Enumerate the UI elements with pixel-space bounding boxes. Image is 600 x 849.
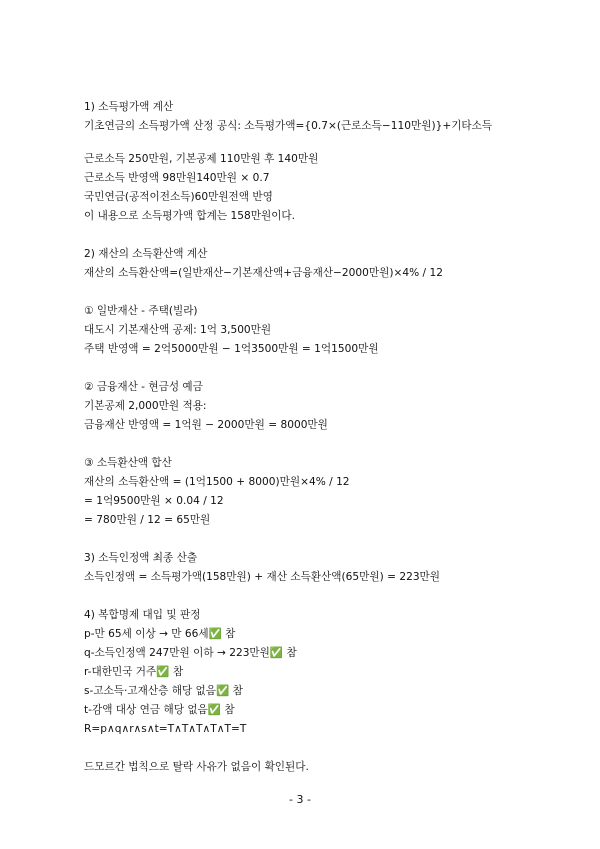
total-line: = 1억9500만원 × 0.04 / 12 xyxy=(84,495,224,507)
logic-line: r-대한민국 거주✅ 참 xyxy=(84,666,184,678)
spacer xyxy=(84,283,554,302)
spacer xyxy=(84,587,554,606)
spacer xyxy=(84,530,554,549)
logic-line: q-소득인정액 247만원 이하 → 223만원✅ 참 xyxy=(84,647,297,659)
page-number: - 3 - xyxy=(289,793,311,806)
document-body xyxy=(84,98,554,777)
spacer xyxy=(84,136,554,150)
financial-title: ② 금융재산 - 현금성 예금 xyxy=(84,381,203,393)
income-line: 근로소득 250만원, 기본공제 110만원 후 140만원 xyxy=(84,153,319,165)
assets-formula: 재산의 소득환산액=(일반재산−기본재산액+금융재산−2000만원)×4% / 12 xyxy=(84,267,443,279)
income-line: 국민연금(공적이전소득)60만원전액 반영 xyxy=(84,191,273,203)
spacer xyxy=(84,739,554,758)
logic-line: s-고소득·고재산층 해당 없음✅ 참 xyxy=(84,685,243,697)
final-line: 소득인정액 = 소득평가액(158만원) + 재산 소득환산액(65만원) = 223만원 xyxy=(84,571,441,583)
conclusion: 드모르간 법칙으로 탈락 사유가 없음이 확인된다. xyxy=(84,761,309,773)
financial-line: 금융재산 반영액 = 1억원 − 2000만원 = 8000만원 xyxy=(84,419,328,431)
logic-result: R=p∧q∧r∧s∧t=T∧T∧T∧T∧T=T xyxy=(84,723,247,735)
housing-line: 대도시 기본재산액 공제: 1억 3,500만원 xyxy=(84,324,272,336)
total-line: 재산의 소득환산액 = (1억1500 + 8000)만원×4% / 12 xyxy=(84,476,350,488)
total-title: ③ 소득환산액 합산 xyxy=(84,457,172,469)
housing-title: ① 일반재산 - 주택(빌라) xyxy=(84,305,198,317)
spacer xyxy=(84,359,554,378)
housing-line: 주택 반영액 = 2억5000만원 − 1억3500만원 = 1억1500만원 xyxy=(84,343,379,355)
income-formula: 기초연금의 소득평가액 산정 공식: 소득평가액={0.7×(근로소득−110만원)}+기타소득 xyxy=(84,120,493,132)
spacer xyxy=(84,435,554,454)
section-income-heading: 1) 소득평가액 계산 xyxy=(84,101,174,113)
logic-line: t-감액 대상 연금 해당 없음✅ 참 xyxy=(84,704,235,716)
section-final-heading: 3) 소득인정액 최종 산출 xyxy=(84,552,198,564)
income-line: 근로소득 반영액 98만원140만원 × 0.7 xyxy=(84,172,270,184)
section-assets-heading: 2) 재산의 소득환산액 계산 xyxy=(84,248,208,260)
spacer xyxy=(84,226,554,245)
logic-line: p-만 65세 이상 → 만 66세✅ 참 xyxy=(84,628,236,640)
total-line: = 780만원 / 12 = 65만원 xyxy=(84,514,211,526)
section-logic-heading: 4) 복합명제 대입 및 판정 xyxy=(84,609,201,621)
financial-line: 기본공제 2,000만원 적용: xyxy=(84,400,207,412)
income-line: 이 내용으로 소득평가액 합계는 158만원이다. xyxy=(84,210,296,222)
